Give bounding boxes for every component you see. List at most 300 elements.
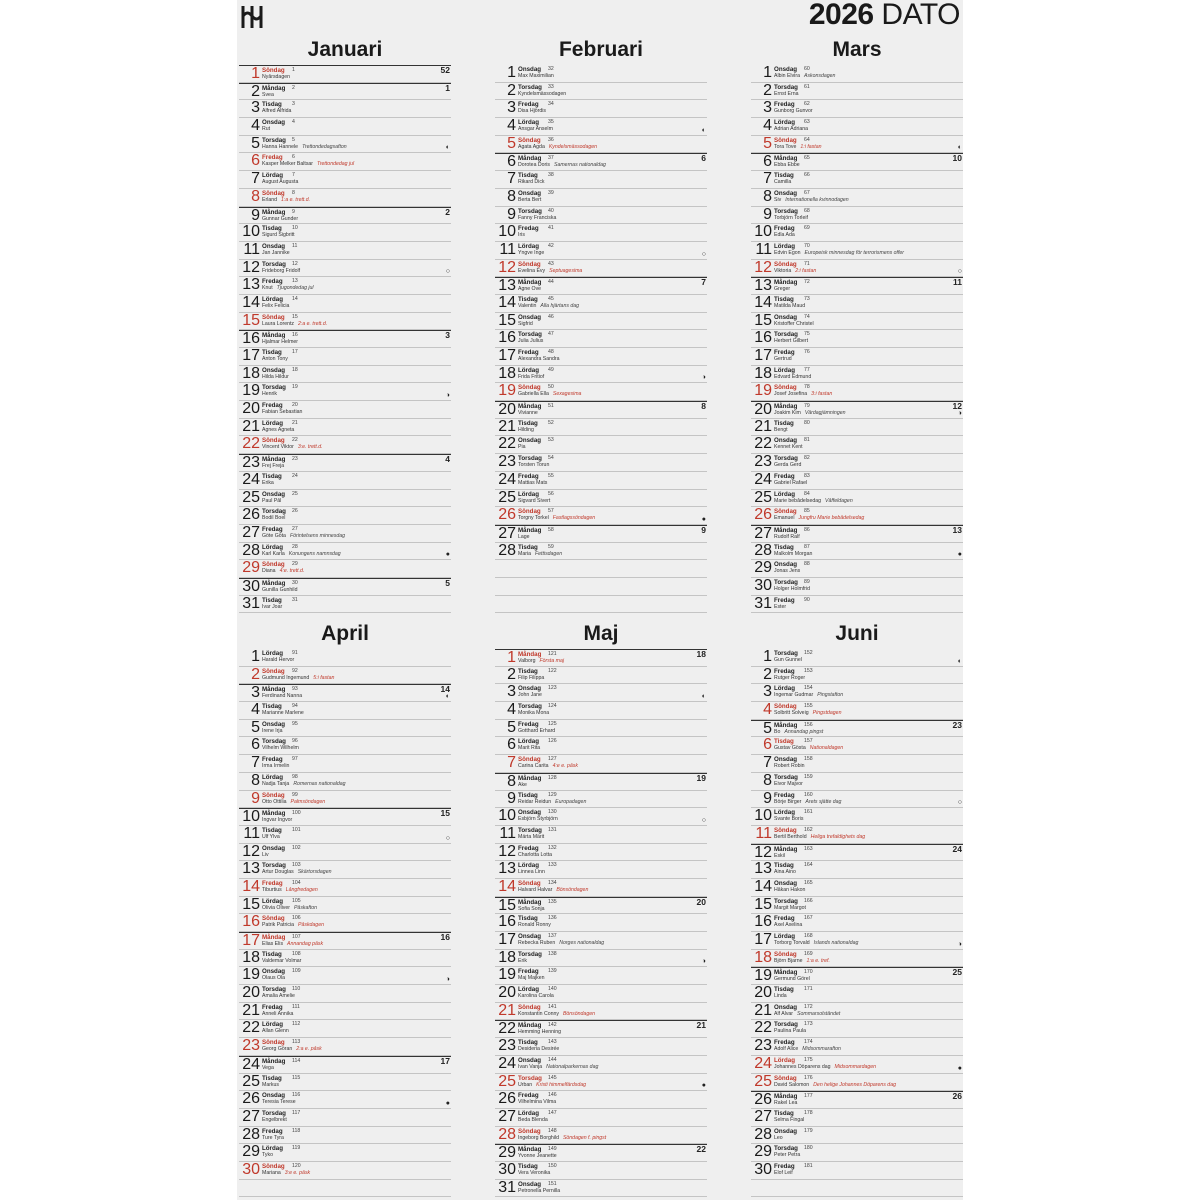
day-of-year: 73 bbox=[804, 295, 810, 302]
day-number: 7 bbox=[507, 754, 516, 772]
weekday-name: Onsdag bbox=[262, 119, 286, 127]
day-row bbox=[495, 118, 707, 136]
day-row bbox=[239, 543, 451, 561]
weekday-name: Måndag bbox=[262, 84, 286, 92]
name-day-text: Adolf Alice bbox=[774, 1046, 799, 1053]
week-number: 12 bbox=[952, 401, 962, 412]
day-row bbox=[239, 1003, 451, 1021]
weekday-name: Lördag bbox=[262, 295, 283, 303]
day-number: 23 bbox=[242, 454, 260, 472]
day-row bbox=[239, 737, 451, 755]
holiday-label: Påskdagen bbox=[298, 922, 324, 929]
name-days bbox=[262, 941, 447, 948]
day-of-year: 74 bbox=[804, 313, 810, 320]
holiday-label: Bönsöndagen bbox=[556, 886, 589, 893]
weekday-name: Torsdag bbox=[774, 1021, 798, 1029]
holiday-label: 3:e e. påsk bbox=[284, 1169, 311, 1176]
name-days bbox=[774, 1170, 959, 1177]
name-days bbox=[774, 604, 959, 611]
name-day-text: Rudolf Ralf bbox=[774, 533, 800, 540]
day-number: 5 bbox=[763, 134, 772, 152]
weekday-name: Söndag bbox=[262, 791, 285, 799]
day-number: 6 bbox=[763, 736, 772, 754]
holiday-label: Kyndelsmässodagen bbox=[548, 143, 597, 150]
day-number: 13 bbox=[498, 860, 516, 878]
day-of-year: 147 bbox=[548, 1109, 557, 1116]
weekday-name: Tisdag bbox=[518, 543, 538, 551]
day-row bbox=[751, 861, 963, 879]
name-day-text: Sofia Sonja bbox=[518, 905, 545, 912]
holiday-label: Septuagesima bbox=[549, 267, 583, 274]
weekday-name: Torsdag bbox=[262, 136, 286, 144]
brand-logo-icon bbox=[241, 4, 263, 30]
day-row bbox=[495, 472, 707, 490]
name-days bbox=[262, 126, 447, 133]
name-days bbox=[774, 144, 959, 151]
weekday-name: Onsdag bbox=[262, 1092, 286, 1100]
day-of-year: 63 bbox=[804, 119, 810, 126]
empty-row bbox=[495, 596, 707, 614]
day-row bbox=[495, 879, 707, 897]
weekday-name: Torsdag bbox=[774, 83, 798, 91]
holiday-label: Pingstafton bbox=[817, 692, 844, 699]
name-days bbox=[262, 710, 447, 717]
day-row bbox=[751, 295, 963, 313]
day-row bbox=[495, 667, 707, 685]
day-number: 7 bbox=[763, 754, 772, 772]
holiday-label: Den helige Johannes Döparens dag bbox=[813, 1081, 896, 1088]
holiday-label: Alla hjärtans dag bbox=[540, 302, 580, 309]
day-of-year: 100 bbox=[292, 810, 301, 817]
day-number: 11 bbox=[243, 240, 260, 258]
day-of-year: 179 bbox=[804, 1127, 813, 1134]
name-day-text: Lage bbox=[518, 533, 530, 540]
day-row bbox=[751, 153, 963, 171]
day-number: 26 bbox=[242, 506, 260, 524]
name-days bbox=[774, 729, 959, 736]
name-day-text: Marit Rita bbox=[518, 745, 541, 752]
holiday-label: 4:e e. påsk bbox=[552, 763, 578, 770]
name-days bbox=[774, 1117, 959, 1124]
day-row bbox=[495, 720, 707, 738]
day-of-year: 109 bbox=[292, 968, 301, 975]
weekday-name: Tisdag bbox=[262, 596, 282, 604]
moon-phase-icon: ◐ bbox=[957, 657, 962, 665]
day-row bbox=[751, 419, 963, 437]
name-days bbox=[262, 887, 447, 894]
day-row bbox=[751, 808, 963, 826]
name-days bbox=[262, 1011, 447, 1018]
day-row bbox=[751, 366, 963, 384]
weekday-name: Fredag bbox=[774, 349, 795, 356]
name-day-text: Agnes Agneta bbox=[262, 426, 295, 433]
weekday-name: Onsdag bbox=[518, 933, 542, 940]
day-number: 16 bbox=[242, 330, 260, 348]
name-day-text: Maj Majken bbox=[518, 975, 545, 982]
day-number: 12 bbox=[754, 258, 772, 276]
day-row bbox=[495, 1109, 707, 1127]
name-days bbox=[774, 91, 959, 98]
weekday-name: Lördag bbox=[262, 1021, 283, 1029]
name-day-text: Urban bbox=[518, 1081, 533, 1088]
day-number: 9 bbox=[251, 206, 260, 224]
moon-phase-icon: ○ bbox=[701, 250, 706, 258]
weekday-name: Onsdag bbox=[262, 490, 286, 498]
name-days bbox=[262, 852, 447, 859]
day-row bbox=[495, 844, 707, 862]
day-of-year: 126 bbox=[548, 738, 557, 745]
name-day-text: Vivianne bbox=[518, 410, 538, 417]
name-days bbox=[518, 215, 703, 222]
name-day-text: Iris bbox=[518, 232, 525, 239]
weekday-name: Tisdag bbox=[518, 1162, 538, 1170]
weekday-name: Fredag bbox=[262, 525, 283, 533]
name-day-text: Solbritt Solveig bbox=[774, 710, 809, 717]
day-row bbox=[239, 401, 451, 419]
name-day-text: Agne Ove bbox=[518, 286, 542, 293]
day-row bbox=[751, 879, 963, 897]
day-number: 23 bbox=[498, 453, 516, 471]
moon-phase-icon: ○ bbox=[957, 268, 962, 276]
holiday-label: 4:e. trett.d. bbox=[279, 568, 305, 575]
holiday-label: Romernas nationaldag bbox=[293, 780, 346, 787]
day-of-year: 91 bbox=[292, 650, 298, 656]
day-row bbox=[239, 879, 451, 897]
day-number: 23 bbox=[754, 453, 772, 471]
name-day-text: Rut bbox=[262, 126, 271, 133]
name-days bbox=[262, 1099, 447, 1106]
name-day-text: Paulina Paula bbox=[774, 1028, 807, 1035]
weekday-name: Tisdag bbox=[774, 738, 794, 746]
empty-row bbox=[751, 1180, 963, 1198]
day-of-year: 108 bbox=[292, 950, 301, 957]
name-day-text: Gotthard Erhard bbox=[518, 727, 556, 734]
name-days bbox=[262, 869, 447, 876]
day-of-year: 172 bbox=[804, 1003, 813, 1010]
name-day-text: Reidar Reidun bbox=[518, 798, 552, 805]
name-day-text: Allan Glenn bbox=[262, 1028, 289, 1035]
day-row bbox=[239, 525, 451, 543]
weekday-name: Lördag bbox=[518, 490, 539, 498]
name-day-text: Fanny Franciska bbox=[518, 214, 557, 221]
day-number: 13 bbox=[242, 276, 260, 294]
holiday-label: Årets sjätte dag bbox=[805, 798, 842, 805]
weekday-name: Onsdag bbox=[518, 685, 542, 693]
day-row bbox=[495, 153, 707, 171]
weekday-name: Fredag bbox=[518, 472, 539, 480]
week-number: 5 bbox=[445, 577, 450, 588]
day-row bbox=[495, 454, 707, 472]
name-days bbox=[774, 250, 959, 257]
weekday-name: Lördag bbox=[518, 862, 539, 870]
day-number: 16 bbox=[242, 913, 260, 931]
day-number: 31 bbox=[498, 1178, 516, 1196]
name-day-text: Holger Holmfrid bbox=[774, 585, 811, 592]
name-days bbox=[518, 1135, 703, 1142]
name-day-text: Alfred Alfrida bbox=[262, 108, 292, 115]
weekday-name: Måndag bbox=[262, 579, 286, 587]
holiday-label: Konungens namnsdag bbox=[288, 550, 341, 557]
day-row bbox=[495, 260, 707, 278]
weekday-name: Tisdag bbox=[774, 986, 794, 994]
day-number: 14 bbox=[242, 293, 260, 311]
weekday-name: Fredag bbox=[774, 472, 795, 480]
day-number: 17 bbox=[498, 931, 516, 948]
day-number: 10 bbox=[498, 807, 516, 825]
weekday-name: Lördag bbox=[262, 419, 283, 427]
name-days bbox=[518, 710, 703, 717]
name-day-text: Gerda Gerd bbox=[774, 462, 802, 469]
week-number: 3 bbox=[445, 330, 450, 341]
day-of-year: 69 bbox=[804, 225, 810, 232]
name-days bbox=[262, 179, 447, 186]
name-days bbox=[262, 781, 447, 788]
name-day-text: Björn Bjarne bbox=[774, 957, 803, 964]
day-number: 27 bbox=[242, 1107, 260, 1125]
brand-product: DATO bbox=[881, 0, 960, 31]
name-days bbox=[774, 410, 959, 417]
name-day-text: Tora Tove bbox=[774, 143, 797, 150]
name-day-text: Teresia Terese bbox=[262, 1099, 296, 1106]
day-number: 18 bbox=[242, 364, 260, 382]
month-title: Juni bbox=[835, 622, 879, 645]
day-of-year: 5 bbox=[292, 136, 295, 143]
name-day-text: Hemming Henning bbox=[518, 1029, 561, 1036]
day-of-year: 89 bbox=[804, 578, 810, 585]
day-number: 10 bbox=[498, 223, 516, 241]
holiday-label: 5:i fastan bbox=[313, 674, 335, 681]
week-number: 10 bbox=[952, 153, 962, 164]
day-of-year: 79 bbox=[804, 403, 810, 410]
day-number: 3 bbox=[763, 683, 772, 701]
day-row bbox=[239, 472, 451, 490]
weekday-name: Torsdag bbox=[518, 331, 542, 339]
weekday-name: Söndag bbox=[518, 879, 541, 887]
day-of-year: 92 bbox=[292, 667, 298, 674]
day-row bbox=[751, 897, 963, 915]
day-of-year: 94 bbox=[292, 703, 298, 710]
day-of-year: 6 bbox=[292, 154, 295, 161]
brand-title bbox=[809, 0, 960, 32]
name-day-text: Torborg Torvald bbox=[774, 940, 810, 946]
name-days bbox=[518, 374, 703, 381]
day-of-year: 9 bbox=[292, 208, 295, 215]
name-days bbox=[774, 286, 959, 293]
name-day-text: Harald Hervor bbox=[262, 657, 295, 663]
weekday-name: Lördag bbox=[262, 543, 283, 551]
day-number: 10 bbox=[754, 223, 772, 241]
holiday-label: Bönsöndagen bbox=[562, 1010, 595, 1017]
day-number: 5 bbox=[251, 134, 260, 152]
name-days bbox=[518, 391, 703, 398]
weekday-name: Torsdag bbox=[774, 897, 798, 905]
weekday-name: Onsdag bbox=[518, 809, 542, 817]
day-number: 10 bbox=[754, 807, 772, 825]
weekday-name: Måndag bbox=[262, 1057, 286, 1065]
weekday-name: Måndag bbox=[262, 456, 286, 464]
day-of-year: 167 bbox=[804, 915, 813, 922]
name-days bbox=[262, 303, 447, 310]
day-of-year: 130 bbox=[548, 809, 557, 816]
name-day-text: Viktoria bbox=[774, 267, 792, 274]
day-row bbox=[751, 1038, 963, 1056]
name-days bbox=[774, 498, 959, 505]
holiday-label: Jungfru Marie bebådelsedag bbox=[798, 515, 865, 522]
day-number: 12 bbox=[754, 843, 772, 861]
weekday-name: Fredag bbox=[774, 101, 795, 109]
week-number: 24 bbox=[952, 843, 962, 854]
name-day-text: Irene Irja bbox=[262, 727, 283, 734]
day-of-year: 111 bbox=[292, 1003, 300, 1010]
day-row bbox=[495, 755, 707, 773]
day-number: 16 bbox=[754, 329, 772, 347]
day-of-year: 161 bbox=[804, 809, 813, 816]
day-row bbox=[239, 720, 451, 738]
day-of-year: 21 bbox=[292, 419, 298, 426]
day-number: 1 bbox=[251, 648, 260, 665]
day-row bbox=[239, 330, 451, 348]
name-days bbox=[518, 534, 703, 541]
weekday-name: Onsdag bbox=[262, 720, 286, 728]
name-day-text: Ebba Ebbe bbox=[774, 162, 800, 169]
name-days bbox=[774, 73, 959, 80]
weekday-name: Onsdag bbox=[518, 1180, 542, 1188]
day-number: 8 bbox=[251, 187, 260, 205]
day-number: 14 bbox=[498, 293, 516, 311]
week-number: 22 bbox=[696, 1144, 706, 1155]
weekday-name: Onsdag bbox=[774, 561, 798, 569]
day-number: 28 bbox=[498, 541, 516, 559]
name-days bbox=[262, 587, 447, 594]
name-day-text: Eivor Majvor bbox=[774, 780, 803, 787]
weekday-name: Onsdag bbox=[518, 1056, 542, 1064]
name-days bbox=[262, 745, 447, 752]
name-days bbox=[262, 480, 447, 487]
day-of-year: 127 bbox=[548, 756, 557, 763]
day-row bbox=[751, 649, 963, 667]
holiday-label: 3:e. trett.d. bbox=[297, 444, 323, 451]
day-row bbox=[751, 1056, 963, 1074]
day-number: 15 bbox=[498, 896, 516, 914]
day-number: 4 bbox=[763, 701, 772, 719]
name-days bbox=[262, 675, 447, 682]
weekday-name: Torsdag bbox=[774, 207, 798, 215]
holiday-label: Pingstdagen bbox=[812, 710, 842, 717]
day-number: 3 bbox=[507, 99, 516, 117]
day-of-year: 155 bbox=[804, 703, 813, 710]
name-days bbox=[518, 728, 703, 735]
day-number: 5 bbox=[507, 134, 516, 152]
day-of-year: 32 bbox=[548, 66, 554, 72]
name-days bbox=[774, 1152, 959, 1159]
day-row bbox=[495, 1038, 707, 1056]
name-day-text: Ferdinand Nanna bbox=[262, 693, 303, 700]
weekday-name: Måndag bbox=[518, 1022, 542, 1030]
weekday-name: Tisdag bbox=[262, 950, 282, 958]
name-days bbox=[774, 356, 959, 363]
day-number: 7 bbox=[763, 170, 772, 188]
day-of-year: 136 bbox=[548, 915, 557, 922]
name-day-text: Albin Elvira bbox=[774, 73, 800, 79]
day-row bbox=[751, 1091, 963, 1109]
name-days bbox=[518, 268, 703, 275]
name-day-text: Amalia Amelie bbox=[262, 993, 295, 1000]
day-row bbox=[751, 1003, 963, 1021]
name-days bbox=[518, 444, 703, 451]
weekday-name: Lördag bbox=[518, 366, 539, 374]
day-number: 20 bbox=[498, 984, 516, 1002]
weekday-name: Torsdag bbox=[518, 703, 542, 711]
weekday-name: Lördag bbox=[518, 738, 539, 746]
day-row bbox=[239, 897, 451, 915]
weekday-name: Fredag bbox=[774, 915, 795, 923]
day-row bbox=[751, 967, 963, 985]
holiday-label: Första maj bbox=[539, 658, 565, 664]
day-row bbox=[751, 773, 963, 791]
weekday-name: Söndag bbox=[518, 384, 541, 392]
name-days bbox=[262, 216, 447, 223]
day-of-year: 153 bbox=[804, 667, 813, 674]
name-day-text: Paul Pål bbox=[262, 497, 282, 504]
day-row bbox=[751, 950, 963, 968]
day-of-year: 164 bbox=[804, 862, 813, 869]
weekday-name: Torsdag bbox=[262, 862, 286, 870]
day-of-year: 43 bbox=[548, 260, 554, 267]
day-row bbox=[239, 914, 451, 932]
name-day-text: Ansgar Anselm bbox=[518, 126, 553, 133]
day-row bbox=[495, 737, 707, 755]
day-row bbox=[751, 118, 963, 136]
name-day-text: Herbert Gilbert bbox=[774, 338, 809, 345]
name-day-text: Sigvard Sivert bbox=[518, 497, 551, 504]
weekday-name: Torsdag bbox=[774, 331, 798, 339]
day-row bbox=[495, 914, 707, 932]
day-number: 28 bbox=[242, 1125, 260, 1143]
name-day-text: Olivia Oliver bbox=[262, 904, 290, 911]
week-number: 11 bbox=[953, 277, 962, 288]
weekday-name: Tisdag bbox=[262, 472, 282, 480]
day-number: 30 bbox=[754, 576, 772, 594]
name-days bbox=[774, 816, 959, 823]
day-number: 29 bbox=[498, 1144, 516, 1162]
name-day-text: Edla Ada bbox=[774, 232, 795, 239]
weekday-name: Fredag bbox=[518, 968, 539, 976]
weekday-name: Fredag bbox=[774, 1162, 795, 1170]
holiday-label: 3:i fastan bbox=[811, 391, 833, 398]
holiday-label: Palmsöndagen bbox=[290, 798, 326, 805]
weekday-name: Söndag bbox=[774, 950, 797, 958]
weekday-name: Måndag bbox=[518, 155, 542, 163]
name-days bbox=[774, 1064, 959, 1071]
name-day-text: Selma Fingal bbox=[774, 1116, 805, 1123]
name-days bbox=[774, 338, 959, 345]
day-number: 21 bbox=[498, 417, 516, 435]
weekday-name: Torsdag bbox=[262, 508, 286, 516]
weekday-name: Lördag bbox=[262, 172, 283, 180]
day-number: 25 bbox=[754, 1072, 772, 1090]
day-of-year: 123 bbox=[548, 685, 557, 692]
day-number: 22 bbox=[498, 1020, 516, 1038]
holiday-label: Skärtorsdagen bbox=[297, 869, 332, 876]
day-number: 5 bbox=[763, 719, 772, 737]
day-row bbox=[495, 826, 707, 844]
day-number: 15 bbox=[498, 311, 516, 329]
month-title: Maj bbox=[583, 622, 619, 645]
weekday-name: Lördag bbox=[774, 366, 795, 374]
holiday-label: Sexagesima bbox=[552, 391, 582, 398]
day-row bbox=[239, 702, 451, 720]
day-number: 16 bbox=[754, 913, 772, 931]
